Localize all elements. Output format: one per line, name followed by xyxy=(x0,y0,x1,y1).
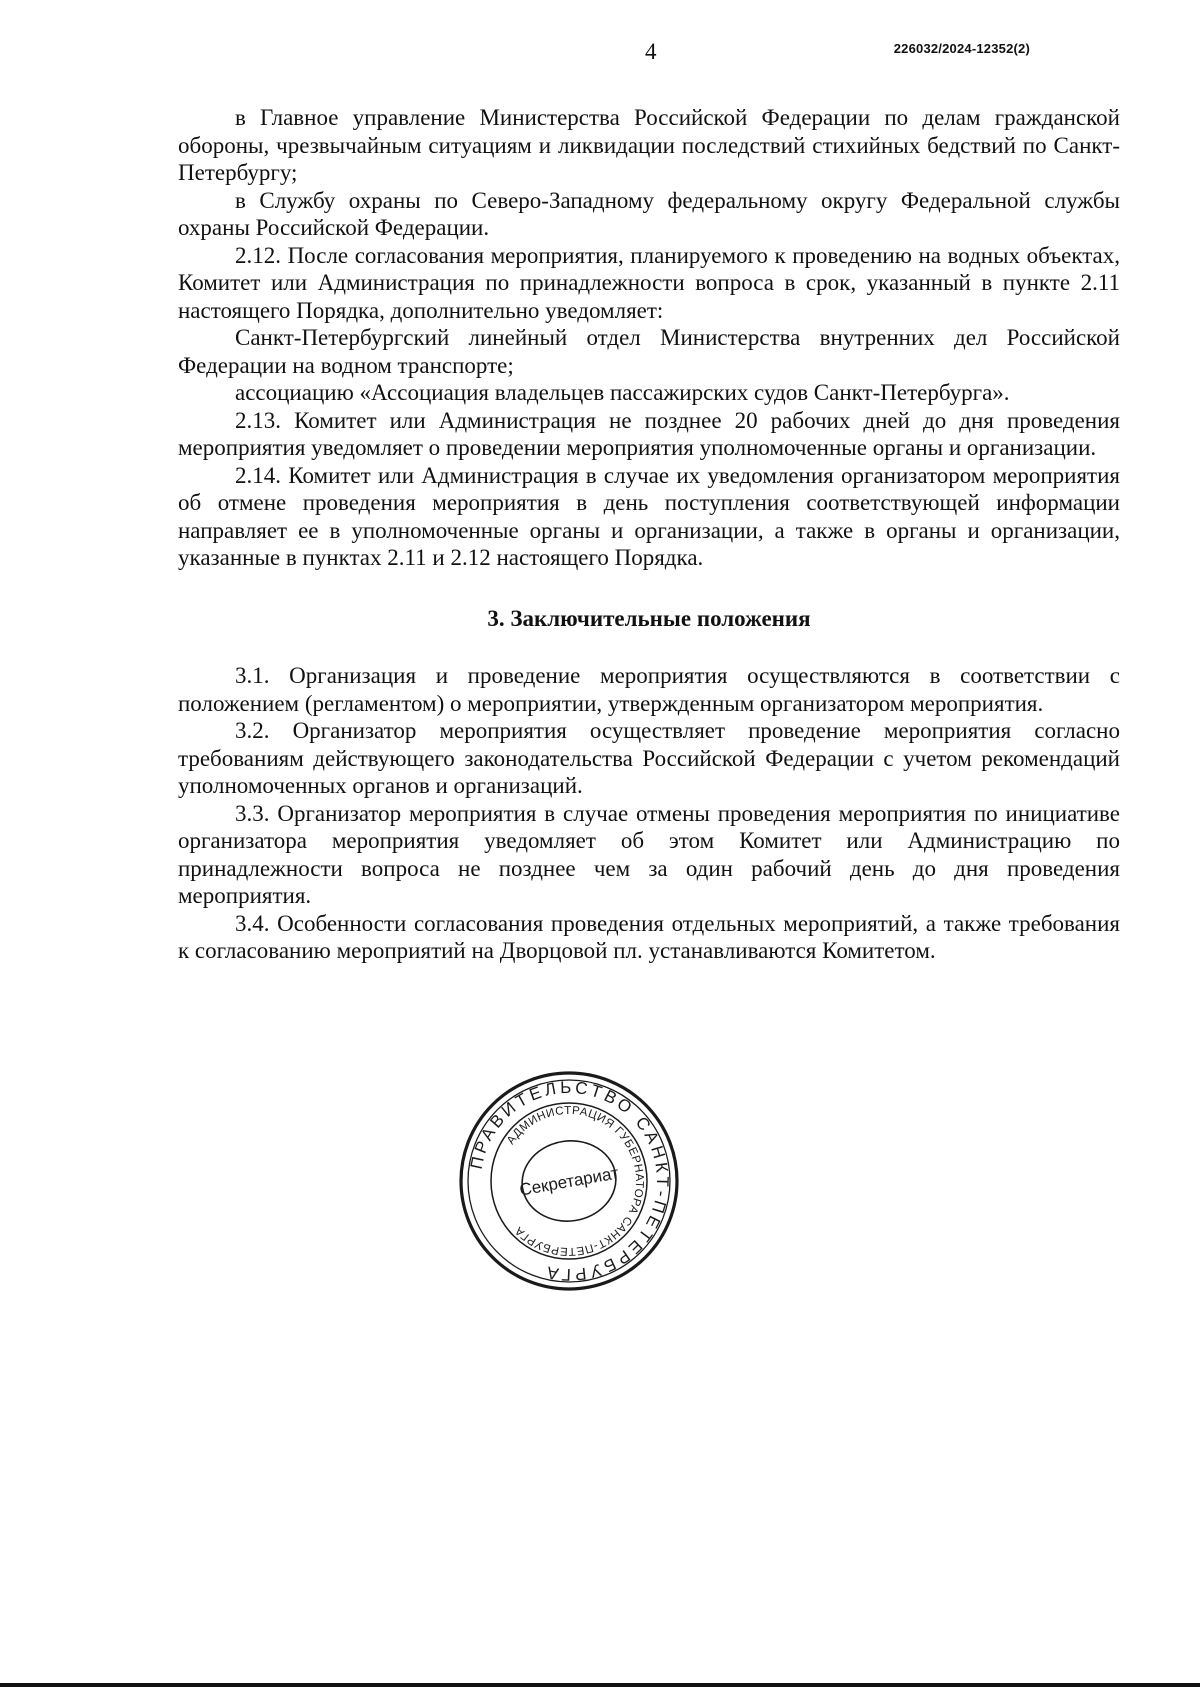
paragraph-3-4: 3.4. Особенности согласования проведения отдельных мероприятий, а также требования к согласованию мероприятий на Дворцовой пл. устанавливаются Комитетом. xyxy=(178,910,1120,963)
paragraph-3-1: 3.1. Организация и проведение мероприятия осуществляются в соответствии с положением (регламентом) о мероприятии, утвержденным организатором мероприятия. xyxy=(178,663,1120,716)
paragraph-3-2: 3.2. Организатор мероприятия осуществляет проведение мероприятия согласно требованиям действующего законодательства Российской Федерации с учетом рекомендаций уполномоченных органов и организаций. xyxy=(178,718,1120,798)
page-number: 4 xyxy=(645,39,657,64)
paragraph-fso-notice: в Службу охраны по Северо-Западному федеральному округу Федеральной службы охраны Российской Федерации. xyxy=(178,187,1120,240)
official-seal-stamp xyxy=(458,1070,680,1292)
seal-inner-text: АДМИНИСТРАЦИЯ ГУБЕРНАТОРА САНКТ-ПЕТЕРБУРГА xyxy=(505,1104,646,1258)
document-body xyxy=(178,104,1120,965)
paragraph-mchs-notice: в Главное управление Министерства Российской Федерации по делам гражданской обороны, чрезвычайным ситуациям и ликвидации последствий стихийных бедствий по Санкт-Петербургу; xyxy=(178,105,1120,185)
paragraph-3-3: 3.3. Организатор мероприятия в случае отмены проведения мероприятия по инициативе организатора мероприятия уведомляет об этом Комитет или Администрацию по принадлежности вопроса не позднее чем за один рабочий день до дня проведения мероприятия. xyxy=(178,800,1120,908)
paragraph-2-13: 2.13. Комитет или Администрация не позднее 20 рабочих дней до дня проведения мероприятия уведомляет о проведении мероприятия уполномоченные органы и организации. xyxy=(178,407,1120,460)
paragraph-ship-owners-association: ассоциацию «Ассоциация владельцев пассажирских судов Санкт-Петербурга». xyxy=(235,380,1010,405)
seal-outer-text: ПРАВИТЕЛЬСТВО САНКТ-ПЕТЕРБУРГА xyxy=(466,1077,673,1285)
paragraph-2-12: 2.12. После согласования мероприятия, планируемого к проведению на водных объектах, Комитет или Администрация по принадлежности вопроса в срок, указанный в пункте 2.11 настоящего Порядка, дополнительно уведомляет: xyxy=(178,242,1120,323)
paragraph-transport-police: Санкт-Петербургский линейный отдел Министерства внутренних дел Российской Федерации на водном транспорте; xyxy=(178,325,1120,378)
seal-center-text: Секретариат xyxy=(518,1163,621,1200)
document-number: 226032/2024-12352(2) xyxy=(893,41,1030,56)
seal-graphic xyxy=(458,1070,680,1292)
section-title-final-provisions: 3. Заключительные положения xyxy=(487,605,811,631)
scan-bottom-edge xyxy=(0,1683,1200,1687)
paragraph-2-14: 2.14. Комитет или Администрация в случае их уведомления организатором мероприятия об отмене проведения мероприятия в день поступления соответствующей информации направляет ее в уполномоченные органы и организации, а также в органы и организации, указанные в пунктах 2.11 и 2.12 настоящего Порядка. xyxy=(178,462,1120,570)
